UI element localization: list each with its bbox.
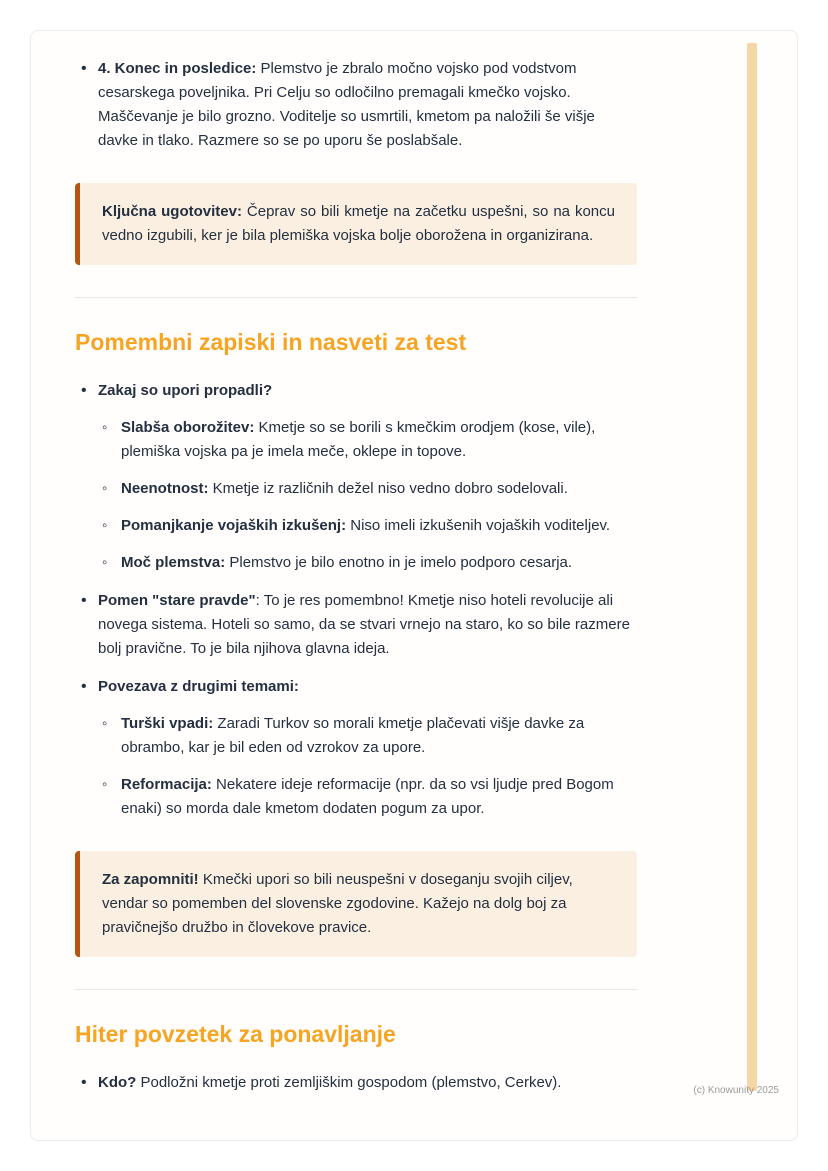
section-title-summary: Hiter povzetek za ponavljanje bbox=[75, 1020, 396, 1047]
divider bbox=[75, 989, 637, 990]
item-lead: Pomanjkanje vojaških izkušenj: bbox=[121, 516, 347, 534]
reasons-sublist bbox=[98, 416, 637, 575]
list-item-kdo bbox=[75, 1071, 637, 1095]
item-text: Kmetje iz različnih dežel niso vedno dobro sodelovali. bbox=[208, 479, 568, 497]
sub-item-izkusnje bbox=[98, 514, 637, 538]
summary-list bbox=[75, 1071, 637, 1095]
item-lead: Pomen "stare pravde" bbox=[98, 591, 256, 609]
item-lead: Kdo? bbox=[98, 1073, 137, 1091]
item-text: : To je res pomembno! Kmetje niso hoteli revolucije ali novega sistema. Hoteli so samo, da se stvari vrnejo na staro, ko so bile razmere bolj pravične. To je bila njihova glavna ideja. bbox=[98, 591, 630, 657]
sub-item-oborozitev bbox=[98, 416, 637, 464]
divider bbox=[75, 297, 637, 298]
item-lead: Slabša oborožitev: bbox=[121, 418, 255, 436]
callout-lead: Ključna ugotovitev: bbox=[102, 203, 242, 220]
sub-item-neenotnost bbox=[98, 477, 637, 501]
item-text: Nekatere ideje reformacije (npr. da so vsi ljudje pred Bogom enaki) so morda dale kmetom dodaten pogum za upor. bbox=[121, 775, 614, 817]
sub-item-turski-vpadi bbox=[98, 712, 637, 760]
copyright-footer: (c) Knowunity 2025 bbox=[693, 1085, 779, 1096]
callout-text: Čeprav so bili kmetje na začetku uspešni, so na koncu vedno izgubili, ker je bila plemiška vojska bolje oborožena in organizirana. bbox=[102, 203, 615, 244]
document-page bbox=[30, 30, 798, 1141]
item-lead: Reformacija: bbox=[121, 775, 212, 793]
sub-item-reformacija bbox=[98, 773, 637, 821]
item-text: Niso imeli izkušenih vojaških voditeljev. bbox=[346, 516, 611, 534]
item-lead: Neenotnost: bbox=[121, 479, 209, 497]
callout-key-finding bbox=[75, 183, 637, 265]
item-text: Plemstvo je bilo enotno in je imelo podporo cesarja. bbox=[225, 553, 573, 571]
item-text: Plemstvo je zbralo močno vojsko pod vodstvom cesarskega poveljnika. Pri Celju so odločilno premagali kmečko vojsko. Maščevanje je bilo grozno. Voditelje so usmrtili, kmetom pa naložili še višje davke in tlako. Razmere so se po uporu še poslabšale. bbox=[98, 60, 595, 149]
item-lead: Moč plemstva: bbox=[121, 553, 226, 571]
callout-lead: Za zapomniti! bbox=[102, 870, 199, 888]
document-content bbox=[31, 31, 637, 1095]
item-lead: Povezava z drugimi temami: bbox=[98, 677, 299, 695]
links-sublist bbox=[98, 712, 637, 821]
item-text: Podložni kmetje proti zemljiškim gospodom (plemstvo, Cerkev). bbox=[136, 1073, 562, 1091]
bookmark-stripe bbox=[747, 43, 757, 1091]
section-title-test-tips: Pomembni zapiski in nasveti za test bbox=[75, 329, 467, 355]
item-text: Zaradi Turkov so morali kmetje plačevati višje davke za obrambo, kar je bil eden od vzrokov za upore. bbox=[121, 714, 585, 756]
item-lead: Turški vpadi: bbox=[121, 714, 214, 732]
list-item-stara-pravda bbox=[75, 589, 637, 661]
sub-item-moc-plemstva bbox=[98, 551, 637, 575]
item-text: Kmetje so se borili s kmečkim orodjem (kose, vile), plemiška vojska pa je imela meče, oklepe in topove. bbox=[121, 418, 596, 460]
list-item-zakaj-propadli bbox=[75, 379, 637, 575]
list-item-konec-posledice bbox=[75, 57, 637, 153]
tips-list bbox=[75, 379, 637, 821]
callout-text: Kmečki upori so bili neuspešni v doseganju svojih ciljev, vendar so pomemben del slovenske zgodovine. Kažejo na dolg boj za pravičnejšo družbo in človekove pravice. bbox=[102, 870, 573, 936]
callout-remember bbox=[75, 851, 637, 957]
item-lead: 4. Konec in posledice: bbox=[98, 60, 257, 77]
item-lead: Zakaj so upori propadli? bbox=[98, 381, 273, 399]
list-item-povezava bbox=[75, 675, 637, 821]
intro-list bbox=[75, 57, 637, 153]
